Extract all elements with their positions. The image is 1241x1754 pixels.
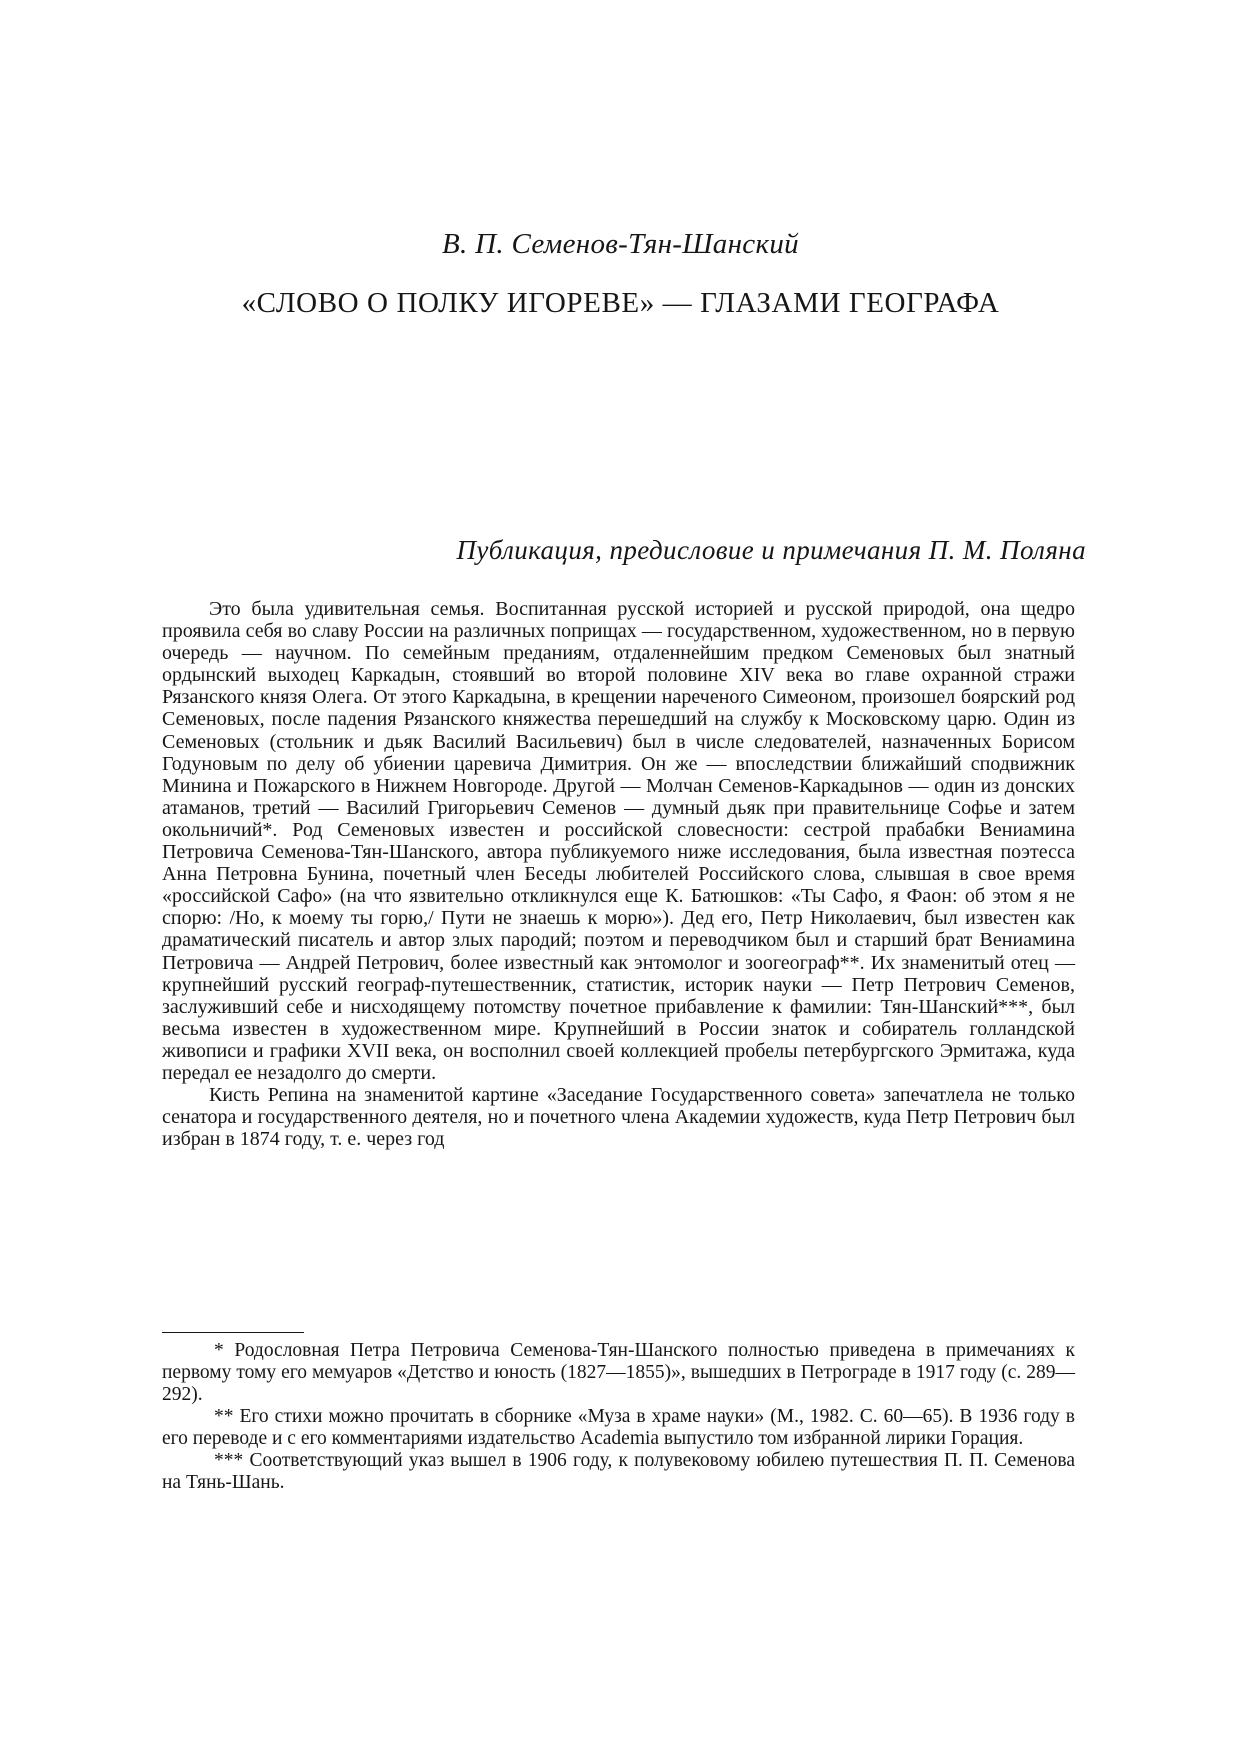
publication-credit: Публикация, предисловие и примечания П. М. Поляна [456, 535, 1086, 565]
body-text [162, 598, 1075, 1150]
footnote-divider [162, 1332, 304, 1333]
author-name: В. П. Семенов-Тян-Шанский [442, 228, 799, 260]
body-paragraph: Кисть Репина на знаменитой картине «Заседание Государственного совета» запечатлела не только сенатора и государственного деятеля, но и почетного члена Академии художеств, куда Петр Петрович был избран в 1874 году, т. е. через год [162, 1084, 1075, 1151]
footnote: ** Его стихи можно прочитать в сборнике «Муза в храме науки» (М., 1982. С. 60—65). В 1936 году в его переводе и с его комментариями издательство Academia выпустило том избранной лирики Горация. [162, 1406, 1075, 1449]
footnotes [162, 1340, 1075, 1494]
footnote: * Родословная Петра Петровича Семенова-Тян-Шанского полностью приведена в примечаниях к первому тому его мемуаров «Детство и юность (1827—1855)», вышедших в Петрограде в 1917 году (с. 289—292). [162, 1340, 1075, 1405]
footnote: *** Соответствующий указ вышел в 1906 году, к полувековому юбилею путешествия П. П. Семенова на Тянь-Шань. [162, 1450, 1075, 1493]
body-paragraph: Это была удивительная семья. Воспитанная русской историей и русской природой, она щедро проявила себя во славу России на различных поприщах — государственном, художественном, но в первую очередь — научном. По семейным преданиям, отдаленнейшим предком Семеновых был знатный ордынский выходец Каркадын, стоявший во второй половине XIV века во главе охранной стражи Рязанского князя Олега. От этого Каркадына, в крещении нареченого Симеоном, произошел боярский род Семеновых, после падения Рязанского княжества перешедший на службу к Московскому царю. Один из Семеновых (стольник и дьяк Василий Васильевич) был в числе следователей, назначенных Борисом Годуновым по делу об убиении царевича Димитрия. Он же — впоследствии ближайший сподвижник Минина и Пожарского в Нижнем Новгороде. Другой — Молчан Семенов-Каркадынов — один из донских атаманов, третий — Василий Григорьевич Семенов — думный дьяк при правительнице Софье и затем окольничий*. Род Семеновых известен и российской словесности: сестрой прабабки Вениамина Петровича Семенова-Тян-Шанского, автора публикуемого ниже исследования, была известная поэтесса Анна Петровна Бунина, почетный член Беседы любителей Российского слова, слывшая в свое время «российской Сафо» (на что язвительно откликнулся еще К. Батюшков: «Ты Сафо, я Фаон: об этом я не спорю: /Но, к моему ты горю,/ Пути не знаешь к морю»). Дед его, Петр Николаевич, был известен как драматический писатель и автор злых пародий; поэтом и переводчиком был и старший брат Вениамина Петровича — Андрей Петрович, более известный как энтомолог и зоогеограф**. Их знаменитый отец — крупнейший русский географ-путешественник, статистик, историк науки — Петр Петрович Семенов, заслуживший себе и нисходящему потомству почетное прибавление к фамилии: Тян-Шанский***, был весьма известен в художественном мире. Крупнейший в России знаток и собиратель голландской живописи и графики XVII века, он восполнил своей коллекцией пробелы петербургского Эрмитажа, куда передал ее незадолго до смерти. [162, 598, 1075, 1084]
article-title: «СЛОВО О ПОЛКУ ИГОРЕВЕ» — ГЛАЗАМИ ГЕОГРАФА [241, 287, 1000, 319]
